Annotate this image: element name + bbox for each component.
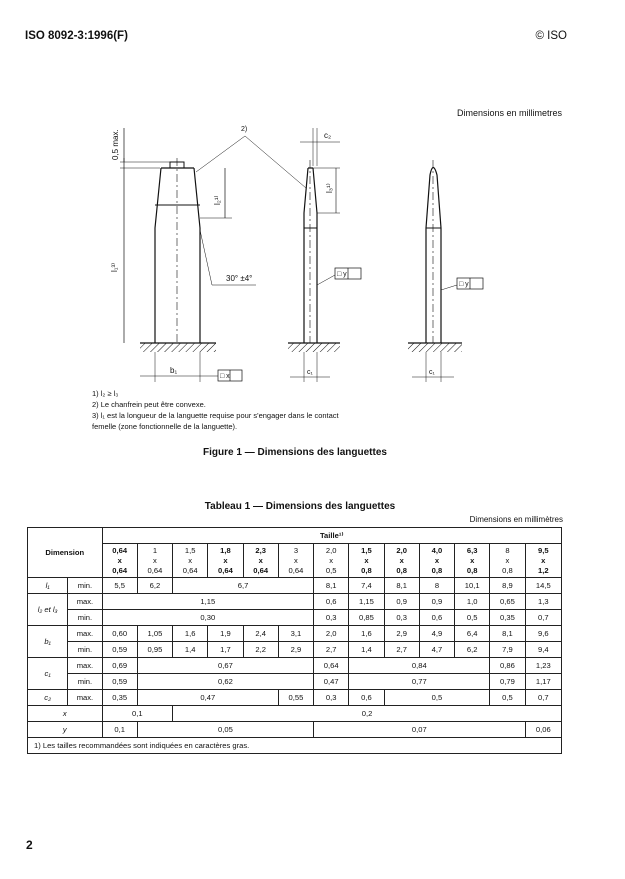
- tol-x-label: □ x: [220, 373, 230, 380]
- figure-footnote-1: 1) l₂ ≥ l₃: [92, 389, 119, 398]
- size-header-cell: 9,5 x 1,2: [525, 544, 561, 578]
- table-row: x 0,1 0,2: [28, 706, 562, 722]
- c2-label: c₂: [324, 131, 332, 140]
- table-row: min. 0,59 0,62 0,47 0,77 0,79 1,17: [28, 674, 562, 690]
- size-header-cell: 1,5 x 0,8: [349, 544, 384, 578]
- size-header-cell: 0,64 x 0,64: [102, 544, 137, 578]
- table-row: l₁ min. 5,5 6,2 6,7 8,1 7,4 8,1 8 10,1 8,9 14,5: [28, 578, 562, 594]
- c1-label-right: c₁: [429, 369, 435, 376]
- l2-label: l₂¹⁾: [213, 195, 222, 205]
- base-hatch: [140, 343, 216, 352]
- table-row: min. 0,30 0,3 0,85 0,3 0,6 0,5 0,35 0,7: [28, 610, 562, 626]
- size-header-cell: 1,5 x 0,64: [173, 544, 208, 578]
- size-header-cell: 1,8 x 0,64: [208, 544, 243, 578]
- wide-tab-outline: [155, 158, 200, 343]
- table-row: y 0,1 0,05 0,07 0,06: [28, 722, 562, 738]
- tol-y-label-right: □ y: [459, 281, 469, 288]
- dimension-header: Dimension: [28, 528, 103, 578]
- table-row: c₂ max. 0,35 0,47 0,55 0,3 0,6 0,5 0,5 0,7: [28, 690, 562, 706]
- size-header-cell: 2,0 x 0,8: [384, 544, 419, 578]
- table-row: b₁ max. 0,60 1,05 1,6 1,9 2,4 3,1 2,0 1,6 2,9 4,9 6,4 8,1 9,6: [28, 626, 562, 642]
- l3-label: l₃¹⁾: [325, 183, 334, 193]
- table-row: l₂ et l₃ max. 1,15 0,6 1,15 0,9 0,9 1,0 0,65 1,3: [28, 594, 562, 610]
- table-footnote-row: [28, 738, 562, 754]
- figure-footnote-3-cont: femelle (zone fonctionnelle de la languette).: [92, 422, 238, 431]
- figure-footnote-3: 3) l₁ est la longueur de la languette requise pour s'engager dans le contact: [92, 411, 339, 420]
- c1-label-middle: c₁: [307, 369, 313, 376]
- figure-footnote-2: 2) Le chanfrein peut être convexe.: [92, 400, 206, 409]
- tol-y-label: □ y: [337, 271, 347, 278]
- size-header-cell: 8 x 0,8: [490, 544, 525, 578]
- size-header-cell: 2,3 x 0,64: [243, 544, 278, 578]
- taille-header: Taille¹⁾: [102, 528, 561, 544]
- table-units-note: Dimensions en millimètres: [469, 515, 563, 524]
- half-max-label: 0,5 max.: [111, 129, 120, 160]
- size-header-row: [28, 544, 562, 578]
- size-header-cell: 6,3 x 0,8: [455, 544, 490, 578]
- copyright-mark: © ISO: [535, 30, 567, 42]
- table-row: min. 0,59 0,95 1,4 1,7 2,2 2,9 2,7 1,4 2,7 4,7 6,2 7,9 9,4: [28, 642, 562, 658]
- tab-dimensions-drawing: [0, 110, 625, 390]
- note2-label: 2): [241, 126, 248, 133]
- size-header-cell: 1 x 0,64: [137, 544, 172, 578]
- standard-number: ISO 8092-3:1996(F): [25, 30, 128, 42]
- table-row: c₁ max. 0,69 0,67 0,64 0,84 0,86 1,23: [28, 658, 562, 674]
- angle-label: 30° ±4°: [226, 274, 253, 283]
- size-header-cell: 2,0 x 0,5: [314, 544, 349, 578]
- narrow-tab-outline: [304, 160, 317, 343]
- table-footnote: 1) Les tailles recommandées sont indiquées en caractères gras.: [28, 738, 562, 754]
- figure-caption: Figure 1 — Dimensions des languettes: [203, 447, 387, 458]
- table-caption: Tableau 1 — Dimensions des languettes: [204, 501, 396, 512]
- size-header-cell: 4,0 x 0,8: [419, 544, 454, 578]
- figure-units-note: Dimensions en millimetres: [456, 108, 562, 118]
- size-header-cell: 3 x 0,64: [278, 544, 313, 578]
- b1-label: b₁: [170, 366, 178, 375]
- dimensions-table: [27, 527, 562, 754]
- page-number: 2: [26, 838, 33, 852]
- flat-tab-outline: [426, 160, 441, 343]
- l1-label: l₁³⁾: [110, 262, 119, 272]
